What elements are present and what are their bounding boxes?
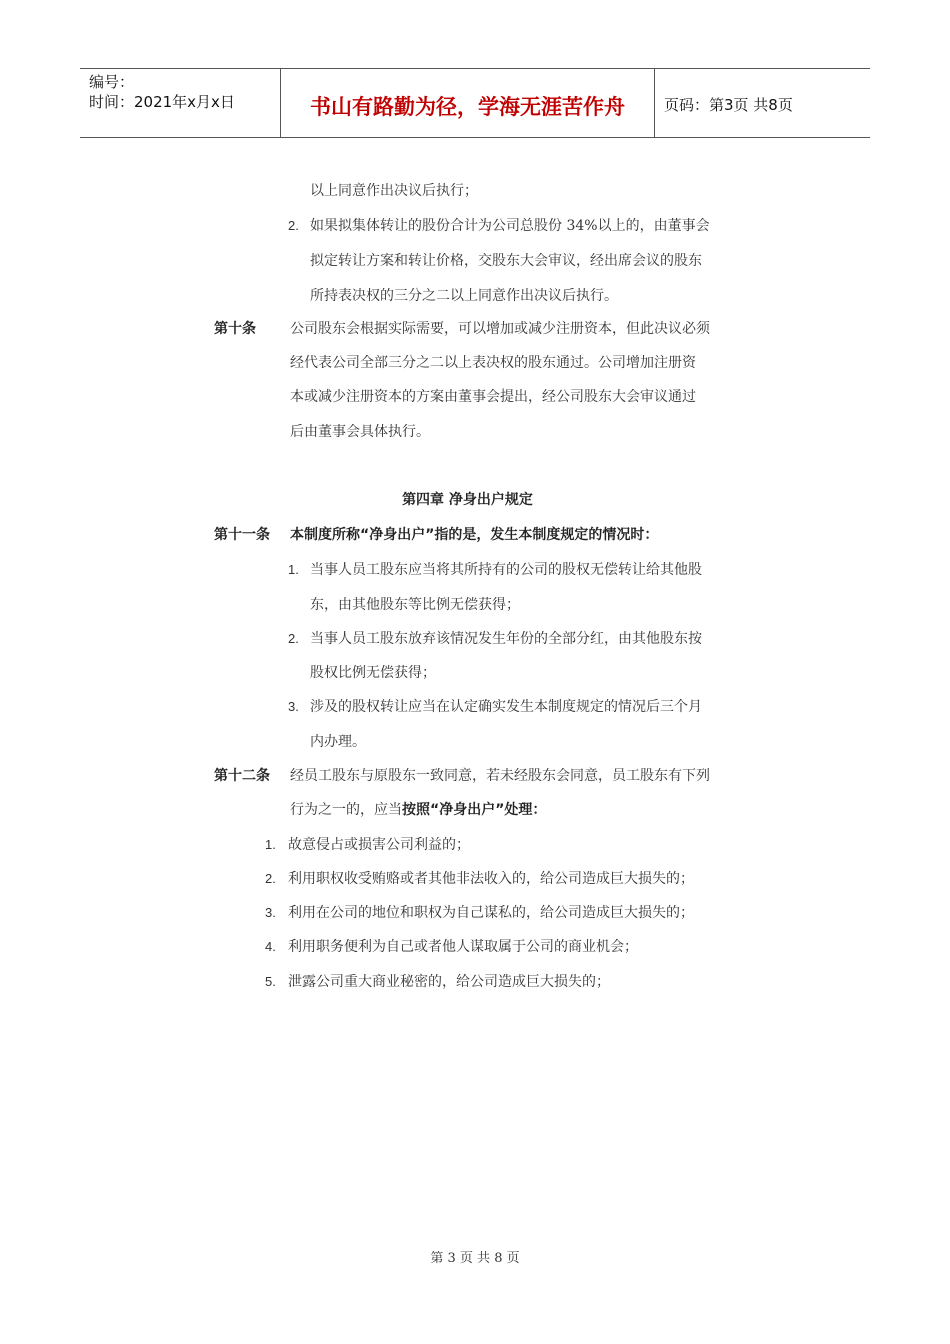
header-meta: [80, 69, 281, 137]
header-page-info: 页码：第3页 共8页: [664, 96, 793, 114]
page-header: [80, 68, 870, 138]
list-number: 1.: [288, 562, 299, 577]
header-motto: 书山有路勤为径，学海无涯苦作舟: [310, 95, 625, 119]
list-number: 4.: [265, 939, 276, 954]
article-12-line-2-emphasis: 按照“净身出户”处理：: [402, 802, 547, 818]
list-item-line: 东，由其他股东等比例无偿获得；: [310, 597, 520, 613]
item2-line-2: 拟定转让方案和转让价格，交股东大会审议，经出席会议的股东: [310, 253, 702, 269]
article-12-line-2: [290, 799, 546, 819]
list-item-line: 涉及的股权转让应当在认定确实发生本制度规定的情况后三个月: [310, 699, 702, 715]
list-number: 2.: [288, 631, 299, 646]
list-item-text: 泄露公司重大商业秘密的，给公司造成巨大损失的；: [288, 974, 610, 990]
article-12-line-2-text: 行为之一的，应当: [290, 802, 402, 818]
article-11-text: 本制度所称“净身出户”指的是，发生本制度规定的情况时：: [290, 527, 659, 543]
list-item-line: 内办理。: [310, 734, 366, 750]
article-10-line-4: 后由董事会具体执行。: [290, 424, 430, 440]
list-item-text: 利用职务便利为自己或者他人谋取属于公司的商业机会；: [288, 939, 638, 955]
article-10-label: 第十条: [214, 321, 256, 337]
article-12-line-1: 经员工股东与原股东一致同意，若未经股东会同意，员工股东有下列: [290, 768, 710, 784]
item2-line-1: 如果拟集体转让的股份合计为公司总股份 34%以上的，由董事会: [310, 218, 710, 234]
list-item-text: 利用职权收受贿赂或者其他非法收入的，给公司造成巨大损失的；: [288, 871, 694, 887]
header-page-cell: [655, 69, 870, 137]
doc-number-label: 编号：: [89, 73, 135, 91]
article-12-label: 第十二条: [214, 768, 270, 784]
list-number: 3.: [288, 699, 299, 714]
item2-line-3: 所持表决权的三分之二以上同意作出决议后执行。: [310, 288, 618, 304]
list-item-line: 股权比例无偿获得；: [310, 665, 436, 681]
page-footer: 第 3 页 共 8 页: [430, 1251, 520, 1266]
article-10-line-3: 本或减少注册资本的方案由董事会提出，经公司股东大会审议通过: [290, 389, 696, 405]
list-number: 5.: [265, 974, 276, 989]
article-10-line-2: 经代表公司全部三分之二以上表决权的股东通过。公司增加注册资: [290, 355, 696, 371]
list-item-text: 故意侵占或损害公司利益的；: [288, 837, 470, 853]
chapter-4-title: 第四章 净身出户规定: [402, 492, 533, 508]
list-item-line: 当事人员工股东放弃该情况发生年份的全部分红，由其他股东按: [310, 631, 702, 647]
list-item-text: 利用在公司的地位和职权为自己谋私的，给公司造成巨大损失的；: [288, 905, 694, 921]
list-number: 1.: [265, 837, 276, 852]
doc-time-label: 时间：2021年x月x日: [89, 93, 235, 111]
article-11-label: 第十一条: [214, 527, 270, 543]
list-item-line: 当事人员工股东应当将其所持有的公司的股权无偿转让给其他股: [310, 562, 702, 578]
list-number: 2.: [265, 871, 276, 886]
article-10-line-1: 公司股东会根据实际需要，可以增加或减少注册资本，但此决议必须: [290, 321, 710, 337]
list-number: 3.: [265, 905, 276, 920]
header-motto-cell: [281, 69, 655, 137]
continued-line: 以上同意作出决议后执行；: [310, 183, 478, 199]
list-number: 2.: [288, 218, 299, 233]
